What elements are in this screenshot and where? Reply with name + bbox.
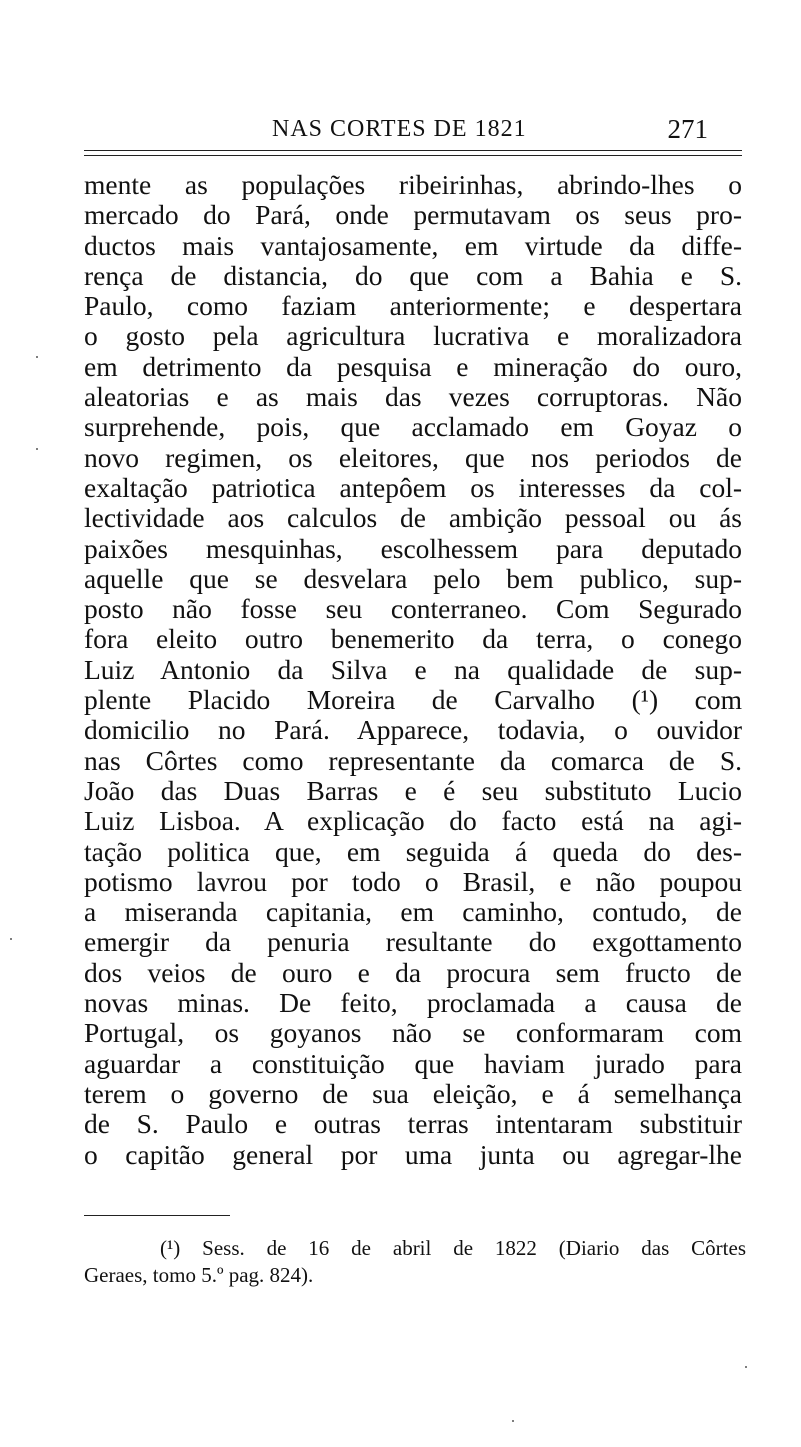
running-title: NAS CORTES DE 1821 — [272, 116, 527, 142]
body-line: a miseranda capitania, em caminho, contudo, de — [84, 897, 742, 928]
body-line: domicilio no Pará. Apparece, todavia, o ouvidor — [84, 715, 742, 746]
body-line: Portugal, os goyanos não se conformaram com — [84, 1018, 742, 1049]
body-line: terem o governo de sua eleição, e á semelhança — [84, 1078, 742, 1109]
body-line: plente Placido Moreira de Carvalho (¹) com — [84, 685, 742, 716]
scan-speck — [36, 356, 38, 358]
body-line: paixões mesquinhas, escolhessem para deputado — [84, 533, 742, 564]
body-line: exaltação patriotica antepôem os interesses da col- — [84, 472, 742, 503]
body-line: aleatorias e as mais das vezes corruptoras. Não — [84, 382, 742, 413]
scan-speck — [10, 938, 12, 940]
body-line: tação politica que, em seguida á queda do des- — [84, 836, 742, 867]
body-line: fora eleito outro benemerito da terra, o conego — [84, 624, 742, 655]
footnote-line: (¹) Sess. de 16 de abril de 1822 (Diario das Côrtes — [160, 1236, 746, 1260]
body-line: Paulo, como faziam anteriormente; e despertara — [84, 291, 742, 322]
body-line: nas Côrtes como representante da comarca de S. — [84, 745, 742, 776]
body-line: o capitão general por uma junta ou agregar-lhe — [84, 1139, 742, 1170]
body-line: posto não fosse seu conterraneo. Com Segurado — [84, 594, 742, 625]
scan-speck — [745, 1366, 747, 1368]
body-line: ductos mais vantajosamente, em virtude da diffe- — [84, 230, 742, 261]
body-line: novo regimen, os eleitores, que nos periodos de — [84, 442, 742, 473]
running-head — [84, 116, 742, 146]
body-line: Luiz Antonio da Silva e na qualidade de sup- — [84, 654, 742, 685]
body-line: novas minas. De feito, proclamada a causa de — [84, 988, 742, 1019]
header-rule-top — [84, 150, 742, 151]
scan-speck — [36, 448, 38, 450]
body-line: rença de distancia, do que com a Bahia e S. — [84, 260, 742, 291]
body-line: potismo lavrou por todo o Brasil, e não poupou — [84, 866, 742, 897]
body-line: João das Duas Barras e é seu substituto Lucio — [84, 775, 742, 806]
body-line: emergir da penuria resultante do exgottamento — [84, 927, 742, 958]
body-text — [84, 170, 742, 1170]
body-line: mercado do Pará, onde permutavam os seus pro- — [84, 200, 742, 231]
body-line: o gosto pela agricultura lucrativa e moralizadora — [84, 321, 742, 352]
header-rule-bottom — [84, 155, 742, 156]
body-line: surprehende, pois, que acclamado em Goyaz o — [84, 412, 742, 443]
body-line: aquelle que se desvelara pelo bem publico, sup- — [84, 563, 742, 594]
footnote — [84, 1235, 746, 1289]
scan-speck — [512, 1420, 514, 1422]
footnote-line: Geraes, tomo 5.º pag. 824). — [84, 1263, 314, 1287]
body-line: Luiz Lisboa. A explicação do facto está na agi- — [84, 806, 742, 837]
footnote-rule — [84, 1215, 230, 1216]
page-number: 271 — [667, 114, 708, 144]
body-line: aguardar a constituição que haviam jurado para — [84, 1048, 742, 1079]
body-line: mente as populações ribeirinhas, abrindo-lhes o — [84, 170, 742, 200]
body-line: em detrimento da pesquisa e mineração do ouro, — [84, 351, 742, 382]
body-line: dos veios de ouro e da procura sem fructo de — [84, 957, 742, 988]
body-line: de S. Paulo e outras terras intentaram substituir — [84, 1109, 742, 1140]
body-line: lectividade aos calculos de ambição pessoal ou ás — [84, 503, 742, 534]
